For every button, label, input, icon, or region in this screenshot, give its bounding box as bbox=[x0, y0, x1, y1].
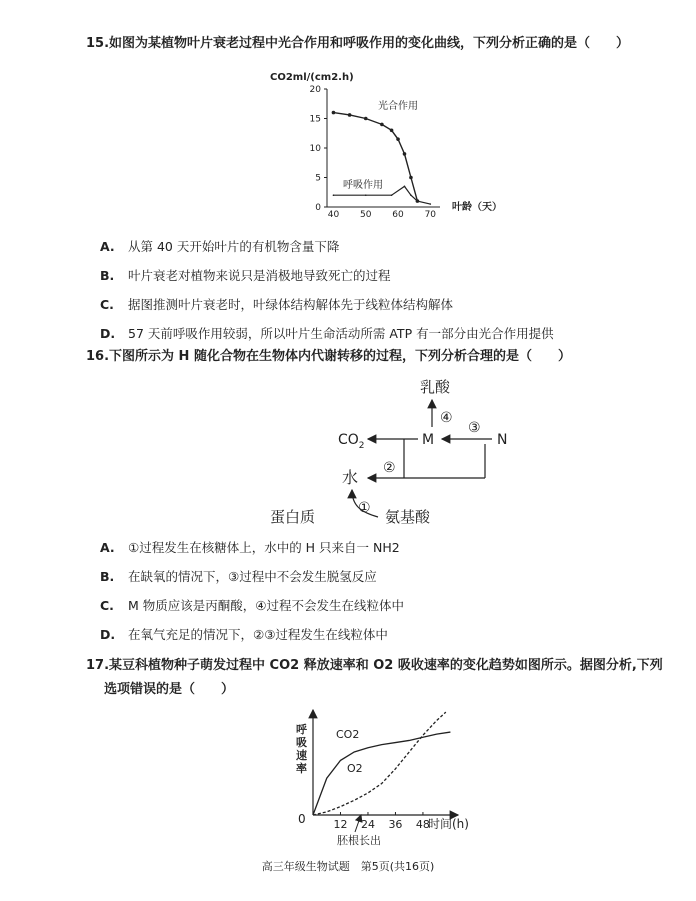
lactic-acid-label: 乳酸 bbox=[420, 378, 451, 396]
m-label: M bbox=[422, 432, 435, 448]
q17-chart-xlabel: 时间(h) bbox=[428, 817, 469, 831]
q17-stem-line1: 17.某豆科植物种子萌发过程中 CO2 释放速率和 O2 吸收速率的变化趋势如图所示。据图分析,下列 bbox=[86, 658, 663, 673]
q17-chart-annotation: 胚根长出 bbox=[337, 834, 381, 847]
q17-ylabel-char: 吸 bbox=[296, 736, 307, 749]
option-text: M 物质应该是丙酮酸，④过程不会发生在线粒体中 bbox=[128, 598, 404, 613]
option-text: 据图推测叶片衰老时，叶绿体结构解体先于线粒体结构解体 bbox=[128, 297, 454, 312]
amino-acid-label: 氨基酸 bbox=[385, 508, 431, 526]
step-4-label: ④ bbox=[440, 410, 453, 426]
q15-xtick-label: 50 bbox=[360, 210, 372, 220]
q15-series-1-name: 呼吸作用 bbox=[343, 180, 383, 191]
q15-ytick-label: 20 bbox=[309, 85, 321, 95]
n-label: N bbox=[497, 432, 508, 448]
q17-chart-marks bbox=[313, 712, 450, 831]
q15-chart-ylabel: CO2ml/(cm2.h) bbox=[270, 72, 354, 83]
step-2-label: ② bbox=[383, 460, 396, 476]
q17-series-0-name: CO2 bbox=[336, 728, 360, 741]
step-1-label: ① bbox=[358, 500, 371, 516]
q15-ytick-label: 10 bbox=[309, 144, 321, 154]
q15-ytick-label: 0 bbox=[315, 203, 321, 213]
q17-ylabel-char: 率 bbox=[296, 762, 307, 775]
q17-chart-origin: 0 bbox=[298, 812, 306, 826]
option-text: ①过程发生在核糖体上，水中的 H 只来自一 NH2 bbox=[128, 540, 400, 555]
q17-stem-line2: 选项错误的是（ ） bbox=[104, 682, 235, 697]
protein-label: 蛋白质 bbox=[270, 508, 316, 526]
step-3-label: ③ bbox=[468, 420, 481, 436]
option-label: C. bbox=[100, 598, 114, 613]
option-label: A. bbox=[100, 239, 115, 254]
water-label: 水 bbox=[342, 468, 359, 487]
option-text: 叶片衰老对植物来说只是消极地导致死亡的过程 bbox=[128, 268, 391, 283]
q17-xtick-label: 48 bbox=[415, 818, 430, 831]
q17-chart-ylabel bbox=[296, 722, 308, 775]
q15-ytick-label: 5 bbox=[315, 173, 321, 184]
q15-series-0-name: 光合作用 bbox=[378, 101, 418, 112]
option-label: B. bbox=[100, 569, 115, 584]
q16-stem: 16.下图所示为 H 随化合物在生物体内代谢转移的过程，下列分析合理的是（ ） bbox=[86, 349, 571, 364]
q17-series-0-line bbox=[313, 732, 450, 815]
q15-xtick-label: 60 bbox=[392, 210, 404, 220]
q17-series-1-name: O2 bbox=[347, 762, 363, 775]
q15-xtick-label: 70 bbox=[424, 210, 437, 220]
option-label: D. bbox=[100, 627, 116, 642]
option-text: 在缺氧的情况下，③过程中不会发生脱氢反应 bbox=[128, 569, 377, 584]
option-label: C. bbox=[100, 297, 114, 312]
co2-label: $CO_2$ bbox=[338, 432, 365, 451]
option-text: 在氧气充足的情况下，②③过程发生在线粒体中 bbox=[128, 627, 388, 642]
q17-ylabel-char: 呼 bbox=[296, 723, 307, 736]
option-label: A. bbox=[100, 540, 115, 555]
option-text: 从第 40 天开始叶片的有机物含量下降 bbox=[128, 239, 340, 254]
q17-series-1-line bbox=[313, 712, 446, 815]
q15-stem: 15.如图为某植物叶片衰老过程中光合作用和呼吸作用的变化曲线，下列分析正确的是（ ） bbox=[86, 36, 630, 51]
q17-ylabel-char: 速 bbox=[296, 749, 307, 762]
option-text: 57 天前呼吸作用较弱，所以叶片生命活动所需 ATP 有一部分由光合作用提供 bbox=[128, 326, 554, 341]
q15-ytick-label: 15 bbox=[309, 114, 321, 125]
option-label: D. bbox=[100, 326, 116, 341]
q17-xtick-label: 24 bbox=[360, 818, 375, 831]
q17-xtick-label: 36 bbox=[388, 818, 403, 831]
q17-chart-axes bbox=[313, 710, 458, 815]
q15-xtick-label: 40 bbox=[327, 210, 340, 220]
q17-xtick-label: 12 bbox=[333, 818, 348, 831]
page-footer: 高三年级生物试题 第5页(共16页) bbox=[261, 860, 435, 873]
option-label: B. bbox=[100, 268, 115, 283]
q15-chart-xlabel: 叶龄（天） bbox=[452, 202, 502, 213]
